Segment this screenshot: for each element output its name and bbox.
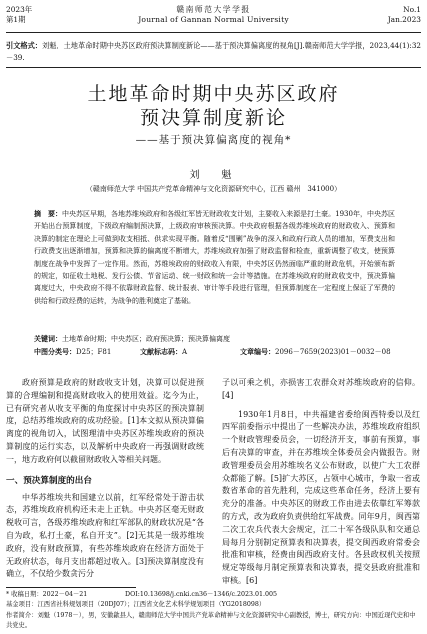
keywords-text: 土地革命时期；中央苏区；政府预决算；预决算偏离度	[62, 335, 230, 343]
body-paragraph: 政府预算是政府的财政收支计划，决算可以促进预算的合理编制和提高财政收入的使用效益。迄今为止，已有研究者从收支平衡的角度探讨中央苏区的预决算制度，总结苏维埃政府的成功经验。[1]本文拟从预决算偏离度的视角切入，试图理清中央苏区苏维埃政府的预决算制度的运行实态，以及解析中央政府一再强调财政统一，地方政府何以截留财政收入等相关问题。	[6, 378, 204, 464]
section-heading: 一、预决算制度的出台	[6, 475, 92, 486]
body-paragraph: 子以可乘之机，亦损害工农群众对苏维埃政府的信仰。[4]	[222, 378, 420, 400]
citation-text: 刘魁．土地革命时期中央苏区政府预决算制度新论——基于预决算偏离度的视角[J].赣南师范大学学报，2023,44(1):32－39.	[6, 41, 421, 62]
body-paragraph: 1930年1月8日，中共福建省委给闽西特委以及红四军前委指示中提出了一些解决办法，苏维埃政府组织一个财政管理委员会，一切经济开支，事前有预算，事后有决算的审查，并在苏维埃全体委员会内做报告。财政管理委员会用苏维埃名义公布财政，以使广大工农群众都能了解。[5]扩大苏区，占领中心城市，争取一省或数省革命的首先胜利，完成这些革命任务，经济上要有充分的准备。中央苏区的财政工作由进去依靠红军筹款的方式，改为政府负责供给红军战费。同年9月，闽西第二次工农兵代表大会规定，江二十军各级队队和交通总局每月分别制定预算表和决算表，提交闽西政府常委会批准和审核，经费由闽西政府支付。各县政权机关按照规定等级每月制定预算表和决算表，提交县政府批准和审核。[6]	[222, 409, 420, 585]
abstract-text: 中央苏区早期，各地苏维埃政府和各级红军皆无财政收支计划，主要收入来源是打土豪。1930年，中央苏区开始出台预算制度，下级政府编制预决算，上级政府审核预决算。中央政府根据各级苏维埃政府的财政收入、预算和决算的制定在理论上可做到收支相抵、供求实现平衡。随着反“围剿”战争的深入和政府行政人员的增加，军费支出和行政费支出逐渐增加，预算和决算的偏离度不断增大，苏维埃政府加强了财政监督和检查，重新调整了收支，使预算制度在战争中发挥了一定作用。然而，苏维埃政府的财政收入有限，中央苏区仍然面临严重的财政危机，开始颁布新的规定，如征收土地税、发行公债、节省运动、统一财政和统一会计等措施。在苏维埃政府的财政收支中，预决算偏离度过大，中央政府不得不依靠财政监督、统计报表、审计等手段进行管理，但预算制度在一定程度上保证了军费的供给和行政经费的运转，为战争的胜利奠定了基础。	[34, 210, 395, 305]
running-header	[6, 5, 421, 35]
body-column-left	[6, 377, 204, 581]
issue-number-right: No.1 Jan.2023	[387, 5, 421, 24]
clc-label: 中图分类号：	[34, 348, 76, 356]
abstract	[34, 208, 395, 307]
journal-name-cn: 赣南师范大学学报	[176, 5, 251, 14]
keywords-label: 关键词：	[34, 335, 62, 343]
author-name: 刘 魁	[189, 170, 238, 181]
footnote-received-doi: * 收稿日期：2022－04－21 DOI:10.13698/j.cnki.cn36－1346/c.2023.01.005	[6, 591, 278, 598]
article-title: 土地革命时期中央苏区政府 预决算制度新论	[87, 83, 340, 129]
footnote-rule	[6, 587, 136, 588]
citation-label: 引文格式：	[6, 41, 42, 50]
article-subtitle: ——基于预决算偏离度的视角*	[135, 134, 292, 146]
footnote-author-bio: 作者简介：刘魁（1978－），男，安徽歙县人，赣南师范大学中国共产党革命精神与文化资源研究中心副教授，博士，研究方向：中国近现代史和中共党史。	[6, 611, 416, 629]
clc-value: D25；F81	[76, 348, 112, 356]
article-id-label: 文章编号：	[240, 348, 275, 356]
body-column-right	[222, 377, 420, 588]
citation-format	[6, 40, 421, 63]
journal-name-en: Journal of Gannan Normal University	[138, 15, 289, 24]
issue-year-left: 2023年 第1期	[6, 5, 33, 24]
header-rule	[6, 32, 421, 33]
doc-code-label: 文献标志码：	[140, 348, 182, 356]
doc-code-value: A	[182, 348, 188, 356]
abstract-label: 摘 要：	[34, 210, 63, 218]
classification-meta	[34, 347, 407, 358]
keywords	[34, 334, 397, 345]
article-id-value: 2096－7659(2023)01－0032－08	[275, 348, 391, 356]
citation-rule	[6, 67, 421, 68]
footnote	[6, 587, 421, 631]
body-paragraph: 中华苏维埃共和国建立以前，红军经常处于游击状态，苏维埃政府机构还未走上正轨。中央苏区毫无财政税收可言，各级苏维埃政府和红军部队的财政状况是“各自为政，私打土豪，私自开支”。[2]无其是一级苏维埃政府，没有财政预算，有些苏维埃政府在经济方面处于无政府状态，每月支出都超过收入。[3]预决算制度没有确立，不仅给少数贪污分	[6, 492, 204, 579]
author-affiliation: （赣南师范大学 中国共产党革命精神与文化资源研究中心，江西 赣州 341000）	[85, 185, 342, 193]
footnote-fund: 基金项目：江西省社科规划项目（20DJ07）；江西省文化艺术科学规划项目（YG2018098）	[6, 601, 266, 609]
